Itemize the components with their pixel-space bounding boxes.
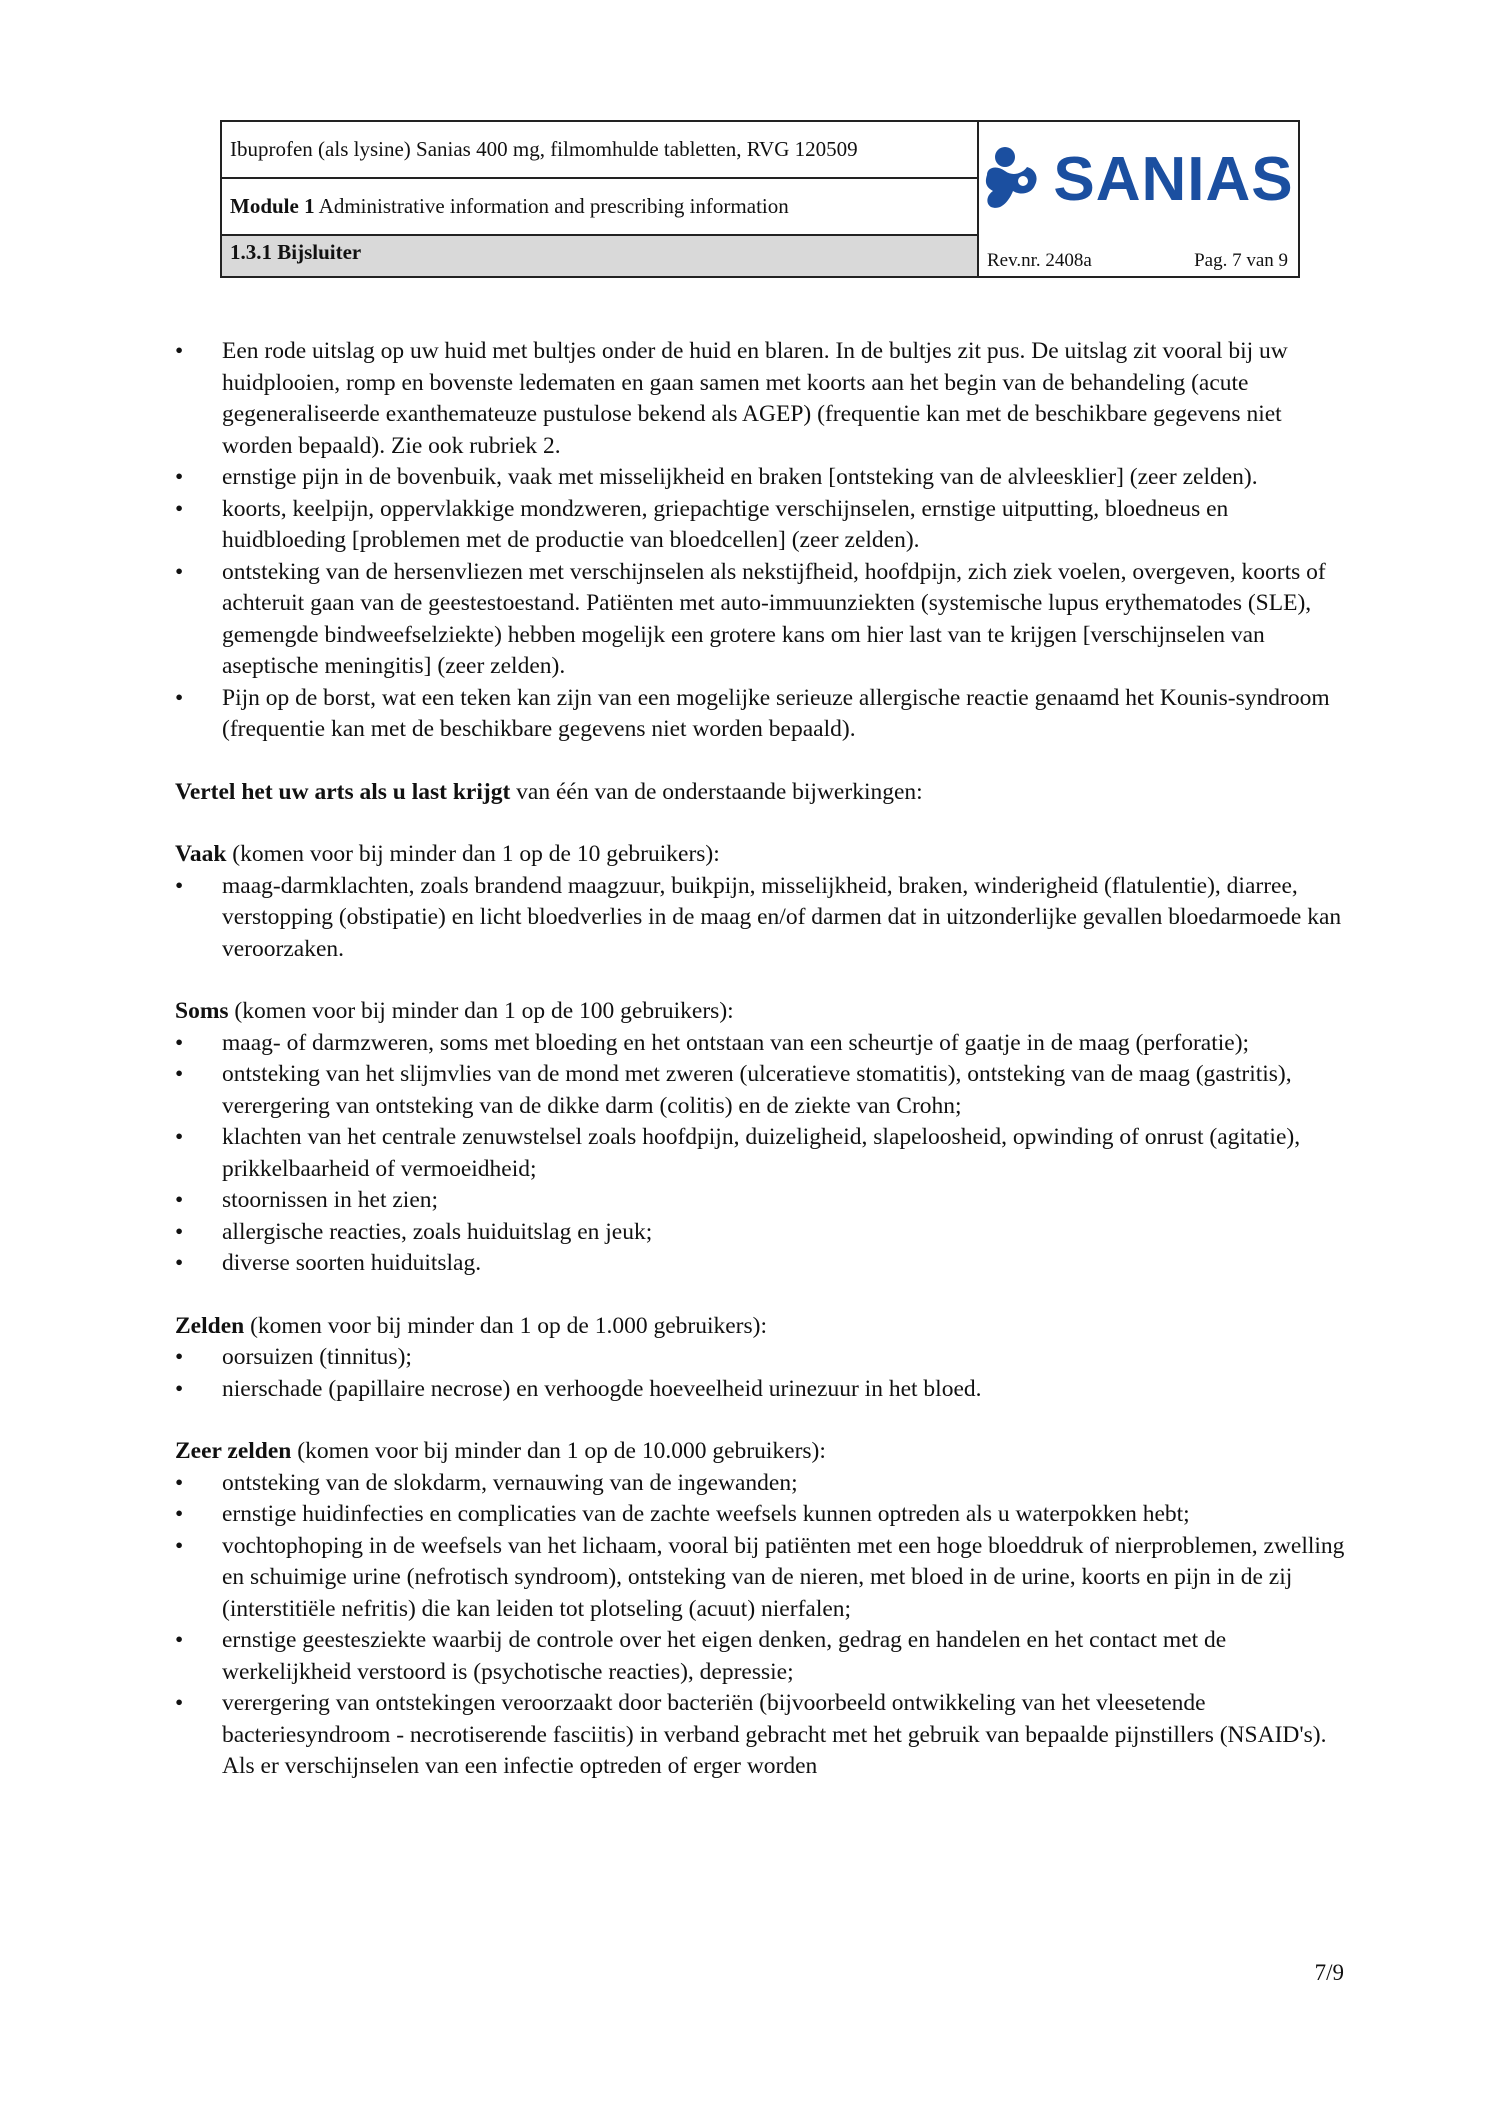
zeer-zelden-list <box>175 1468 1345 1783</box>
section-label: 1.3.1 Bijsluiter <box>222 236 977 276</box>
heading-rest: (komen voor bij minder dan 1 op de 10 gebruikers): <box>226 841 720 867</box>
list-item: • diverse soorten huiduitslag. <box>175 1248 1345 1280</box>
page-of: Pag. 7 van 9 <box>1194 250 1288 271</box>
module-line <box>222 179 977 236</box>
list-item: • stoornissen in het zien; <box>175 1185 1345 1217</box>
revision-row <box>979 237 1298 276</box>
heading-bold: Soms <box>175 998 229 1024</box>
list-item: • allergische reacties, zoals huiduitslag en jeuk; <box>175 1217 1345 1249</box>
module-label: Module 1 <box>230 194 315 218</box>
frequency-heading-vaak <box>175 839 1345 871</box>
list-item: • ontsteking van de slokdarm, vernauwing van de ingewanden; <box>175 1468 1345 1500</box>
product-title: Ibuprofen (als lysine) Sanias 400 mg, filmomhulde tabletten, RVG 120509 <box>222 122 977 179</box>
serious-effects-list <box>175 336 1345 746</box>
list-item: • Pijn op de borst, wat een teken kan zijn van een mogelijke serieuze allergische reactie genaamd het Kounis-syndroom (frequentie kan met de beschikbare gegevens niet worden bepaald). <box>175 683 1345 746</box>
heading-bold: Vaak <box>175 841 227 867</box>
sanias-logo <box>979 122 1298 237</box>
list-item: • ernstige huidinfecties en complicaties van de zachte weefsels kunnen optreden als u waterpokken hebt; <box>175 1499 1345 1531</box>
frequency-heading-soms <box>175 996 1345 1028</box>
zelden-list <box>175 1342 1345 1405</box>
frequency-heading-zeer-zelden <box>175 1436 1345 1468</box>
document-header <box>220 120 1300 278</box>
list-item: • ernstige pijn in de bovenbuik, vaak met misselijkheid en braken [ontsteking van de alvleesklier] (zeer zelden). <box>175 462 1345 494</box>
list-item: • vochtophoping in de weefsels van het lichaam, vooral bij patiënten met een hoge bloeddruk of nierproblemen, zwelling en schuimige urine (nefrotisch syndroom), ontsteking van de nieren, met bloed in de urine, koorts en pijn in de zij (interstitiële nefritis) die kan leiden tot plotseling (acuut) nierfalen; <box>175 1531 1345 1626</box>
page-number: 7/9 <box>1314 1960 1344 1985</box>
soms-list <box>175 1028 1345 1280</box>
heading-bold: Zelden <box>175 1312 245 1339</box>
tell-doctor-bold: Vertel het uw arts als u last krijgt <box>175 778 511 805</box>
heading-rest: (komen voor bij minder dan 1 op de 1.000 gebruikers): <box>244 1312 767 1339</box>
list-item: • maag- of darmzweren, soms met bloeding en het ontstaan van een scheurtje of gaatje in de maag (perforatie); <box>175 1028 1345 1060</box>
list-item: • ontsteking van de hersenvliezen met verschijnselen als nekstijfheid, hoofdpijn, zich ziek voelen, overgeven, koorts of achteruit gaan van de geestestoestand. Patiënten met auto-immuunziekten (systemische lupus erythematodes (SLE), gemengde bindweefselziekte) hebben mogelijk een grotere kans om hier last van te krijgen [verschijnselen van aseptische meningitis] (zeer zelden). <box>175 557 1345 683</box>
heading-rest: (komen voor bij minder dan 1 op de 10.000 gebruikers): <box>291 1438 826 1464</box>
header-info <box>222 122 979 276</box>
heading-bold: Zeer zelden <box>175 1438 292 1464</box>
leaflet-content <box>175 336 1345 1783</box>
list-item: • nierschade (papillaire necrose) en verhoogde hoeveelheid urinezuur in het bloed. <box>175 1374 1345 1406</box>
sanias-logo-icon <box>983 145 1045 215</box>
revision-number: Rev.nr. 2408a <box>987 250 1092 271</box>
tell-doctor-line <box>175 777 1345 809</box>
list-item: • koorts, keelpijn, oppervlakkige mondzweren, griepachtige verschijnselen, ernstige uitputting, bloedneus en huidbloeding [problemen met de productie van bloedcellen] (zeer zelden). <box>175 494 1345 557</box>
module-description: Administrative information and prescribing information <box>314 194 789 218</box>
logo-wordmark: SANIAS <box>1053 145 1294 214</box>
list-item: • ontsteking van het slijmvlies van de mond met zweren (ulceratieve stomatitis), ontsteking van de maag (gastritis), verergering van ontsteking van de dikke darm (colitis) en de ziekte van Crohn; <box>175 1059 1345 1122</box>
list-item: • klachten van het centrale zenuwstelsel zoals hoofdpijn, duizeligheid, slapeloosheid, opwinding of onrust (agitatie), prikkelbaarheid of vermoeidheid; <box>175 1122 1345 1185</box>
list-item: • oorsuizen (tinnitus); <box>175 1342 1345 1374</box>
frequency-heading-zelden <box>175 1311 1345 1343</box>
vaak-list <box>175 871 1345 966</box>
header-logo-area <box>979 122 1298 276</box>
list-item: • maag-darmklachten, zoals brandend maagzuur, buikpijn, misselijkheid, braken, winderigheid (flatulentie), diarree, verstopping (obstipatie) en licht bloedverlies in de maag en/of darmen dat in uitzonderlijke gevallen bloedarmoede kan veroorzaken. <box>175 871 1345 966</box>
list-item: • Een rode uitslag op uw huid met bultjes onder de huid en blaren. In de bultjes zit pus. De uitslag zit vooral bij uw huidplooien, romp en bovenste ledematen en gaan samen met koorts aan het begin van de behandeling (acute gegeneraliseerde exanthemateuze pustulose bekend als AGEP) (frequentie kan met de beschikbare gegevens niet worden bepaald). Zie ook rubriek 2. <box>175 336 1345 462</box>
list-item: • verergering van ontstekingen veroorzaakt door bacteriën (bijvoorbeeld ontwikkeling van het vleesetende bacteriesyndroom - necrotiserende fasciitis) in verband gebracht met het gebruik van bepaalde pijnstillers (NSAID's). Als er verschijnselen van een infectie optreden of erger worden <box>175 1688 1345 1783</box>
tell-doctor-rest: van één van de onderstaande bijwerkingen: <box>510 778 923 805</box>
heading-rest: (komen voor bij minder dan 1 op de 100 gebruikers): <box>228 998 734 1024</box>
list-item: • ernstige geestesziekte waarbij de controle over het eigen denken, gedrag en handelen en het contact met de werkelijkheid verstoord is (psychotische reacties), depressie; <box>175 1625 1345 1688</box>
